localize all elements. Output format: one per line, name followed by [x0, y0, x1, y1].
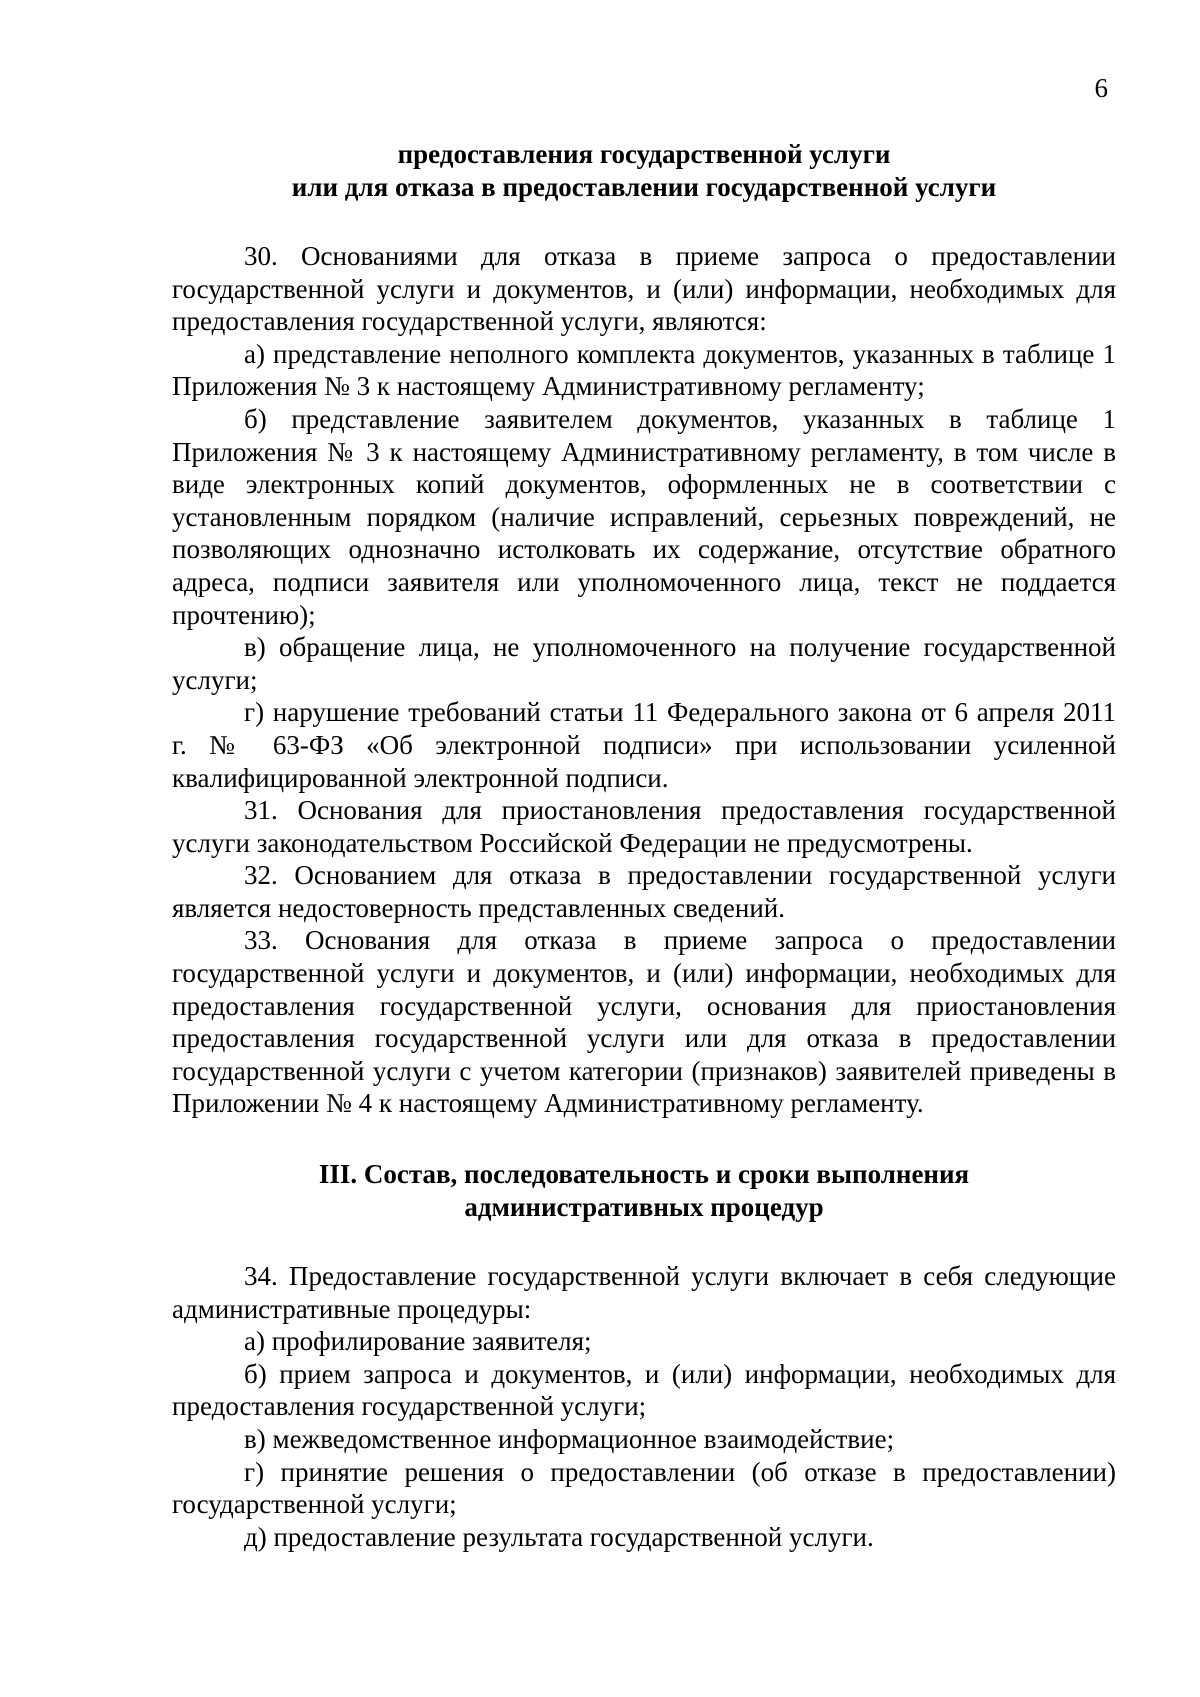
paragraph-34-v: в) межведомственное информационное взаимодействие; [244, 1424, 895, 1454]
paragraph-34-d: д) предоставление результата государственной услуги. [244, 1521, 874, 1552]
paragraph-30-g: г) нарушение требований статьи 11 Федерального закона от 6 апреля 2011 г. № 63-ФЗ «Об электронной подписи» при использовании усиленной квалифицированной электронной подписи. [172, 697, 1116, 793]
paragraph-34-b: б) прием запроса и документов, и (или) информации, необходимых для предоставления государственной услуги; [172, 1358, 1116, 1422]
section-heading-line-2: административных процедур [464, 1192, 824, 1223]
paragraph-34: 34. Предоставление государственной услуги включает в себя следующие административные процедуры: [172, 1261, 1116, 1324]
paragraph-30: 30. Основаниями для отказа в приеме запроса о предоставлении государственной услуги и документов, и (или) информации, необходимых для предоставления государственной услуги, являются: [172, 241, 1116, 337]
paragraph-33: 33. Основания для отказа в приеме запроса о предоставлении государственной услуги и документов, и (или) информации, необходимых для предоставления государственной услуги, основания для приостановления предоставления государственной услуги или для отказа в предоставлении государственной услуги с учетом категории (признаков) заявителей приведены в Приложении № 4 к настоящему Административному регламенту. [172, 925, 1116, 1119]
paragraph-31: 31. Основания для приостановления предоставления государственной услуги законодательством Российской Федерации не предусмотрены. [172, 795, 1116, 858]
paragraph-30-v: в) обращение лица, не уполномоченного на получение государственной услуги; [172, 632, 1116, 695]
paragraph-32: 32. Основанием для отказа в предоставлении государственной услуги является недостоверность представленных сведений. [172, 860, 1116, 923]
subsection-heading-line-2: или для отказа в предоставлении государственной услуги [291, 172, 997, 202]
paragraph-34-a: а) профилирование заявителя; [244, 1326, 592, 1357]
paragraph-30-a: а) представление неполного комплекта документов, указанных в таблице 1 Приложения № 3 к настоящему Административному регламенту; [172, 338, 1116, 402]
subsection-heading-line-1: предоставления государственной услуги [397, 139, 891, 169]
paragraph-34-g: г) принятие решения о предоставлении (об отказе в предоставлении) государственной услуги; [172, 1456, 1116, 1520]
paragraph-30-b: б) представление заявителем документов, указанных в таблице 1 Приложения № 3 к настоящему Административному регламенту, в том числе в виде электронных копий документов, оформленных не в соответствии с установленным порядком (наличие исправлений, серьезных повреждений, не позволяющих однозначно истолковать их содержание, отсутствие обратного адреса, подписи заявителя или уполномоченного лица, текст не поддается прочтению); [172, 403, 1116, 630]
page-number: 6 [1094, 73, 1108, 103]
subsection-heading [172, 138, 1116, 204]
document-body [172, 138, 1116, 1553]
section-heading-line-1: III. Состав, последовательность и сроки выполнения [318, 1159, 970, 1190]
section-heading [172, 1158, 1116, 1224]
